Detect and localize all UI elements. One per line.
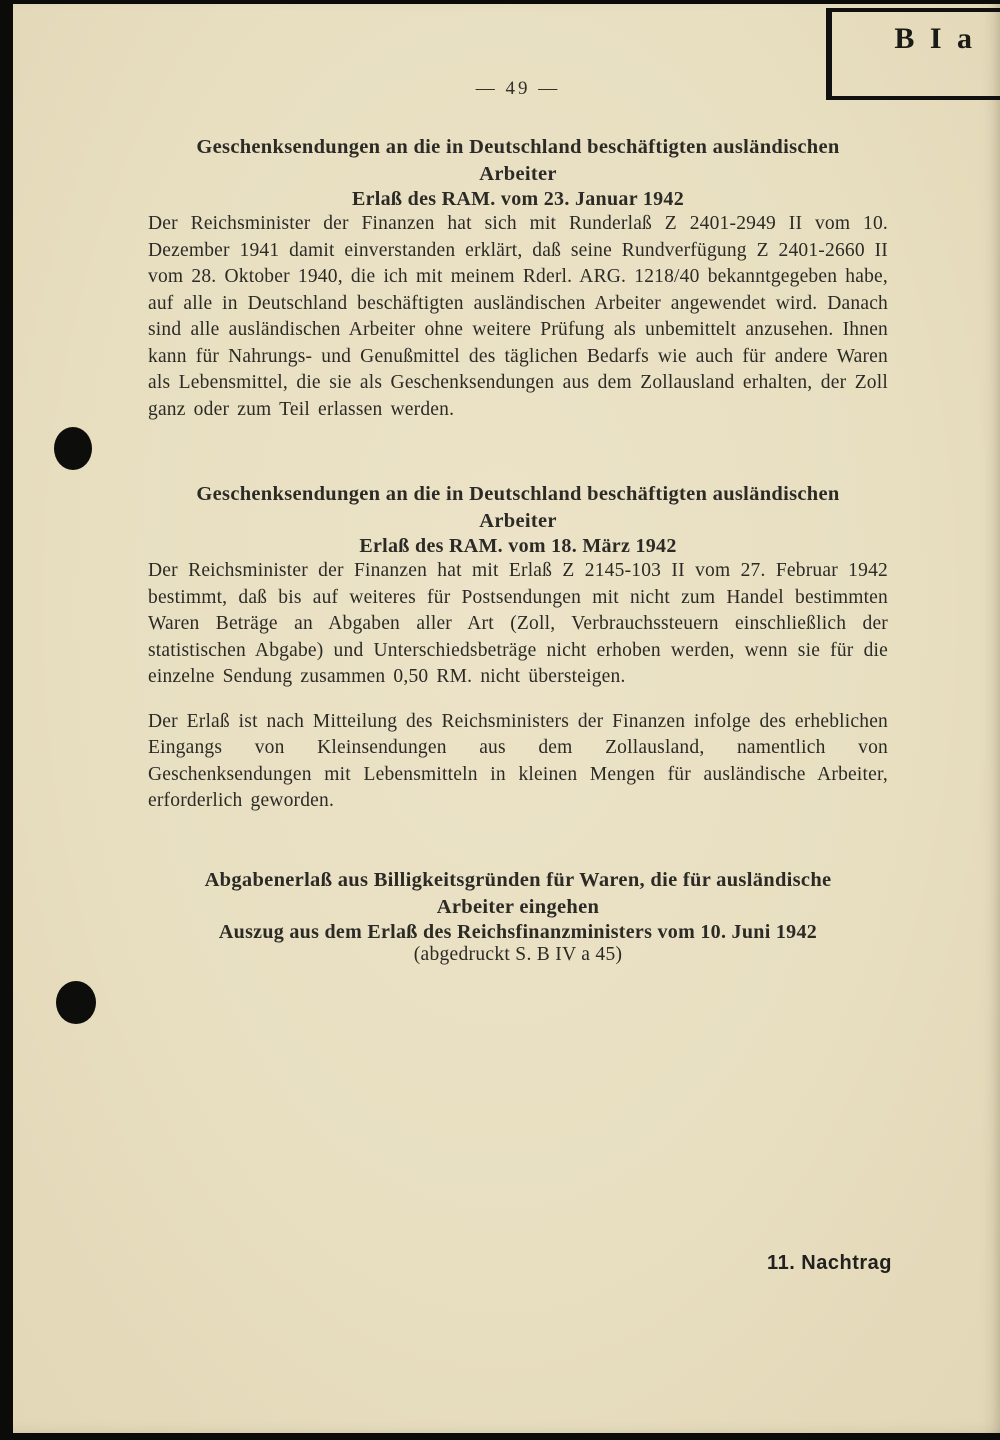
title-line: Arbeiter xyxy=(479,163,557,185)
reference-note: (abgedruckt S. B IV a 45) xyxy=(413,943,623,965)
scan-edge-bottom xyxy=(0,1433,1000,1440)
title-line: Arbeiter xyxy=(479,510,557,532)
body-paragraph: Der Reichsminister der Finanzen hat mit Erlaß Z 2145-103 II vom 27. Februar 1942 bestimmt, daß bis auf weiteres für Postsendungen mit nicht zum Handel bestimmten Waren Beträge an Abgaben aller Art (Zoll, Verbrauchssteuern einschließlich der statistischen Abgabe) und Unterschiedsbeträge nicht erhoben werden, wenn sie für die einzelne Sendung zusammen 0,50 RM. nicht übersteigen. xyxy=(148,560,888,687)
section-decree-march-1942 xyxy=(148,481,888,815)
section-decree-june-1942 xyxy=(148,867,888,966)
body-paragraph: Der Reichsminister der Finanzen hat sich mit Runderlaß Z 2401-2949 II vom 10. Dezember 1941 damit einverstanden erklärt, daß seine Rundverfügung Z 2401-2660 II vom 28. Oktober 1940, die ich mit meinem Rderl. ARG. 1218/40 bekanntgegeben habe, auf alle in Deutschland beschäftigten ausländischen Arbeiter angewendet wird. Danach sind alle ausländischen Arbeiter ohne weitere Prüfung als unbemittelt anzusehen. Ihnen kann für Nahrungs- und Genußmittel des täglichen Bedarfs wie auch für andere Waren als Lebensmittel, die sie als Geschenksendungen aus dem Zollausland erhalten, der Zoll ganz oder zum Teil erlassen werden. xyxy=(148,213,888,420)
scan-edge-left xyxy=(0,0,13,1440)
page-number: — 49 — xyxy=(475,78,561,99)
title-line: Geschenksendungen an die in Deutschland beschäftigten ausländischen xyxy=(196,483,840,505)
body-paragraph: Der Erlaß ist nach Mitteilung des Reichsministers der Finanzen infolge des erheblichen Eingangs von Kleinsendungen aus dem Zollausland, namentlich von Geschenksendungen mit Lebensmitteln in kleinen Mengen für ausländische Arbeiter, erforderlich geworden. xyxy=(148,710,888,811)
title-line: Geschenksendungen an die in Deutschland beschäftigten ausländischen xyxy=(196,136,840,158)
section-subtitle: Auszug aus dem Erlaß des Reichsfinanzministers vom 10. Juni 1942 xyxy=(218,920,818,943)
section-title xyxy=(148,481,888,535)
punch-hole-bottom xyxy=(56,981,96,1024)
title-line: Arbeiter eingehen xyxy=(436,895,600,918)
page-content xyxy=(148,0,888,966)
section-title xyxy=(148,134,888,188)
section-title xyxy=(148,867,888,921)
section-subtitle: Erlaß des RAM. vom 23. Januar 1942 xyxy=(351,188,685,210)
title-line: Abgabenerlaß aus Billigkeitsgründen für Waren, die für ausländische xyxy=(204,868,832,891)
section-decree-january-1942 xyxy=(148,134,888,423)
section-subtitle: Erlaß des RAM. vom 18. März 1942 xyxy=(359,535,677,557)
supplement-label: 11. Nachtrag xyxy=(767,1252,892,1274)
section-label: B I a xyxy=(894,22,976,55)
punch-hole-top xyxy=(54,427,92,470)
